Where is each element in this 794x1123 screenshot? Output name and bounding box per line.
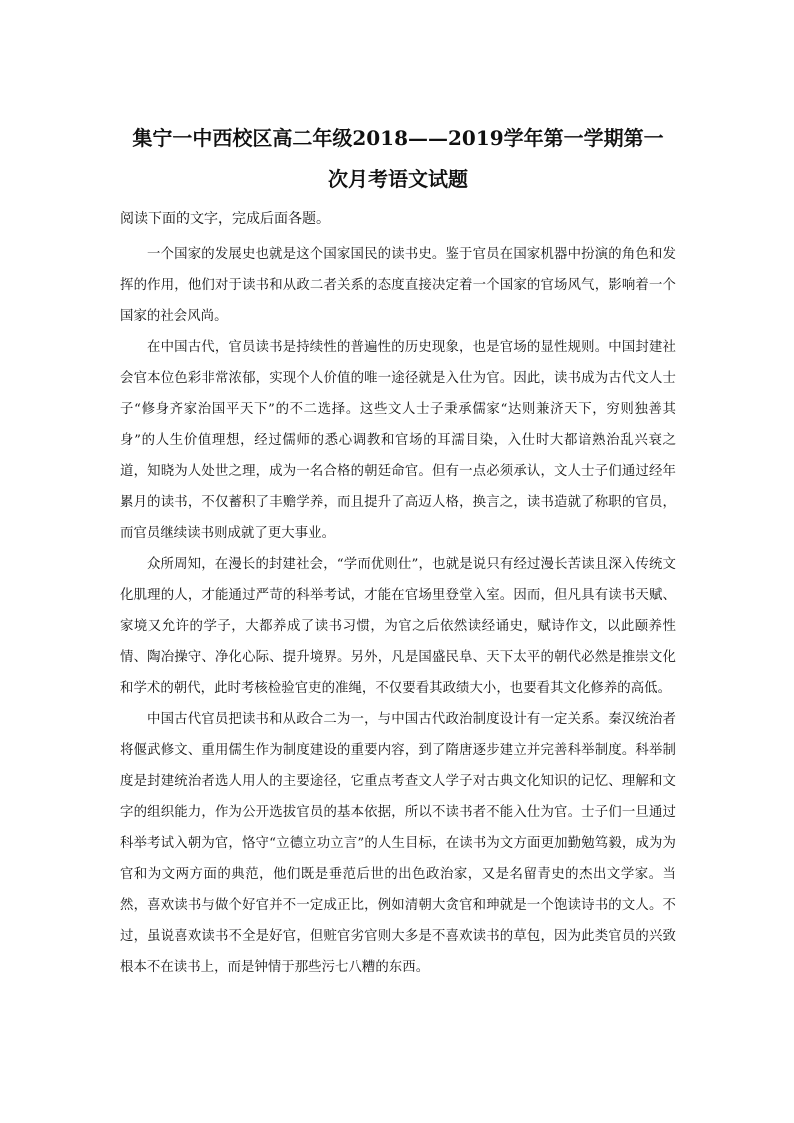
document-title-line-1: 集宁一中西校区高二年级2018——2019学年第一学期第一: [132, 126, 664, 150]
passage-paragraph-4: 中国古代官员把读书和从政合二为一，与中国古代政治制度设计有一定关系。秦汉统治者将偃武修文、重用儒生作为制度建设的重要内容，到了隋唐逐步建立并完善科举制度。科举制度是封建统治者选人用人的主要途径，它重点考查文人学子对古典文化知识的记忆、理解和文字的组织能力，作为公开选拔官员的基本依据，所以不读书者不能入仕为官。士子们一旦通过科举考试入朝为官，恪守“立德立功立言”的人生目标，在读书为文方面更加勤勉笃毅，成为为官和为文两方面的典范，他们既是垂范后世的出色政治家，又是名留青史的杰出文学家。当然，喜欢读书与做个好官并不一定成正比，例如清朝大贪官和珅就是一个饱读诗书的文人。不过，虽说喜欢读书不全是好官，但赃官劣官则大多是不喜欢读书的草包，因为此类官员的兴致根本不在读书上，而是钟情于那些污七八糟的东西。: [120, 712, 676, 975]
reading-instruction: 阅读下面的文字，完成后面各题。: [120, 211, 330, 227]
passage-paragraph-1: 一个国家的发展史也就是这个国家国民的读书史。鉴于官员在国家机器中扮演的角色和发挥的作用，他们对于读书和从政二者关系的态度直接决定着一个国家的官场风气，影响着一个国家的社会风尚。: [120, 247, 676, 324]
document-title-line-2: 次月考语文试题: [328, 167, 468, 191]
passage-paragraph-3: 众所周知，在漫长的封建社会，“学而优则仕”，也就是说只有经过漫长苦读且深入传统文化肌理的人，才能通过严苛的科举考试，才能在官场里登堂入室。因而，但凡具有读书天赋、家境又允许的学子，大都养成了读书习惯，为官之后依然读经诵史，赋诗作文，以此颐养性情、陶冶操守、净化心际、提升境界。另外，凡是国盛民阜、天下太平的朝代必然是推崇文化和学术的朝代，此时考核检验官吏的准绳，不仅要看其政绩大小，也要看其文化修养的高低。: [120, 557, 676, 696]
reading-passage: [120, 239, 676, 983]
passage-paragraph-2: 在中国古代，官员读书是持续性的普遍性的历史现象，也是官场的显性规则。中国封建社会官本位色彩非常浓郁，实现个人价值的唯一途径就是入仕为官。因此，读书成为古代文人士子“修身齐家治国平天下”的不二选择。这些文人士子秉承儒家“达则兼济天下，穷则独善其身”的人生价值理想，经过儒师的悉心调教和官场的耳濡目染，入仕时大都谙熟治乱兴衰之道，知晓为人处世之理，成为一名合格的朝廷命官。但有一点必须承认，文人士子们通过经年累月的读书，不仅蓄积了丰赡学养，而且提升了高迈人格，换言之，读书造就了称职的官员，而官员继续读书则成就了更大事业。: [120, 340, 676, 541]
